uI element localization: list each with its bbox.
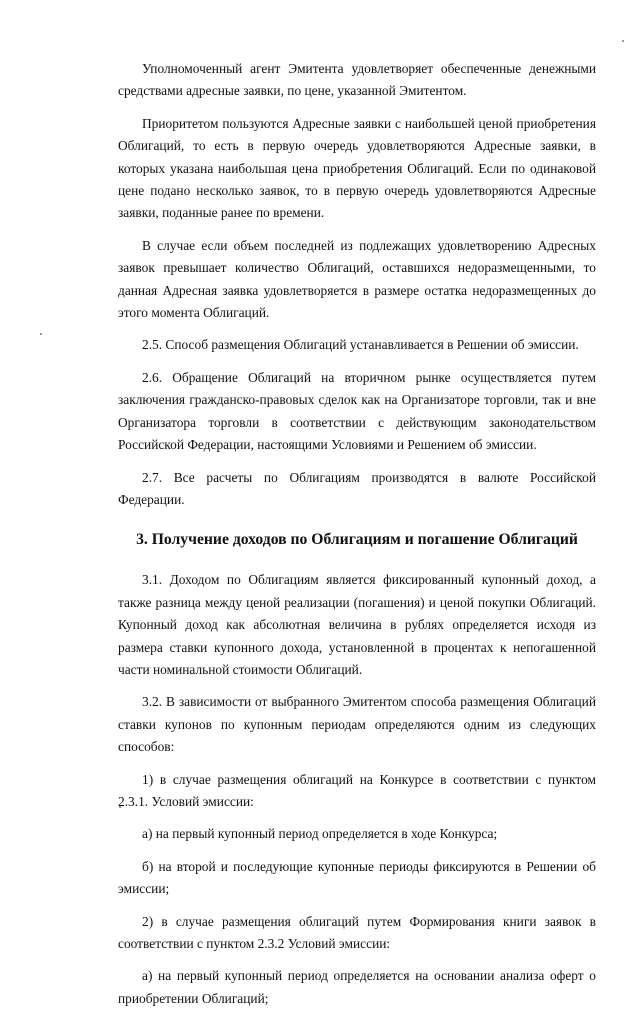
paragraph-2-7: 2.7. Все расчеты по Облигациям производятся в валюте Российской Федерации. [118, 469, 596, 507]
list-item-1a: а) на первый купонный период определяется в ходе Конкурса; [142, 826, 498, 842]
document-body [118, 58, 596, 1020]
scan-speck [40, 333, 42, 335]
paragraph-2-6: 2.6. Обращение Облигаций на вторичном рынке осуществляется путем заключения гражданско-правовых сделок как на Организаторе торговли, так и вне Организатора торговли в соответствии с действующим законодательством Российской Федерации, настоящими Условиями и Решением об эмиссии. [118, 369, 596, 453]
paragraph-3-1: 3.1. Доходом по Облигациям является фиксированный купонный доход, а также разница между ценой реализации (погашения) и ценой покупки Облигаций. Купонный доход как абсолютная величина в рублях определяется исходя из размера ставки купонного дохода, установленной в процентах к непогашенной части номинальной стоимости Облигаций. [118, 572, 596, 677]
list-item-1: 1) в случае размещения облигаций на Конкурсе в соответствии с пунктом 2.3.1. Условий эмиссии: [118, 771, 596, 809]
list-item-2: 2) в случае размещения облигаций путем Формирования книги заявок в соответствии с пунктом 2.3.2 Условий эмиссии: [118, 913, 596, 951]
paragraph-last-order: В случае если объем последней из подлежащих удовлетворению Адресных заявок превышает количество Облигаций, оставшихся недоразмещенными, то данная Адресная заявка удовлетворяется в размере остатка недоразмещенных до этого момента Облигаций. [118, 237, 596, 321]
paragraph-priority: Приоритетом пользуются Адресные заявки с наибольшей ценой приобретения Облигаций, то есть в первую очередь удовлетворяются Адресные заявки, в которых указана наибольшая цена приобретения Облигаций. Если по одинаковой цене подано несколько заявок, то в первую очередь удовлетворяются Адресные заявки, поданные ранее по времени. [118, 115, 596, 221]
list-item-1b: б) на второй и последующие купонные периоды фиксируются в Решении об эмиссии; [118, 858, 596, 897]
scan-speck [622, 40, 624, 42]
paragraph-3-2: 3.2. В зависимости от выбранного Эмитентом способа размещения Облигаций ставки купонов по купонным периодам определяются одним из следующих способов: [118, 694, 596, 755]
paragraph-2-5: 2.5. Способ размещения Облигаций устанавливается в Решении об эмиссии. [142, 337, 579, 353]
list-item-2a: а) на первый купонный период определяется на основании анализа оферт о приобретении Облигаций; [118, 968, 596, 1006]
section-heading: 3. Получение доходов по Облигациям и погашение Облигаций [136, 531, 578, 549]
paragraph-agent: Уполномоченный агент Эмитента удовлетворяет обеспеченные денежными средствами адресные заявки, по цене, указанной Эмитентом. [118, 61, 596, 99]
